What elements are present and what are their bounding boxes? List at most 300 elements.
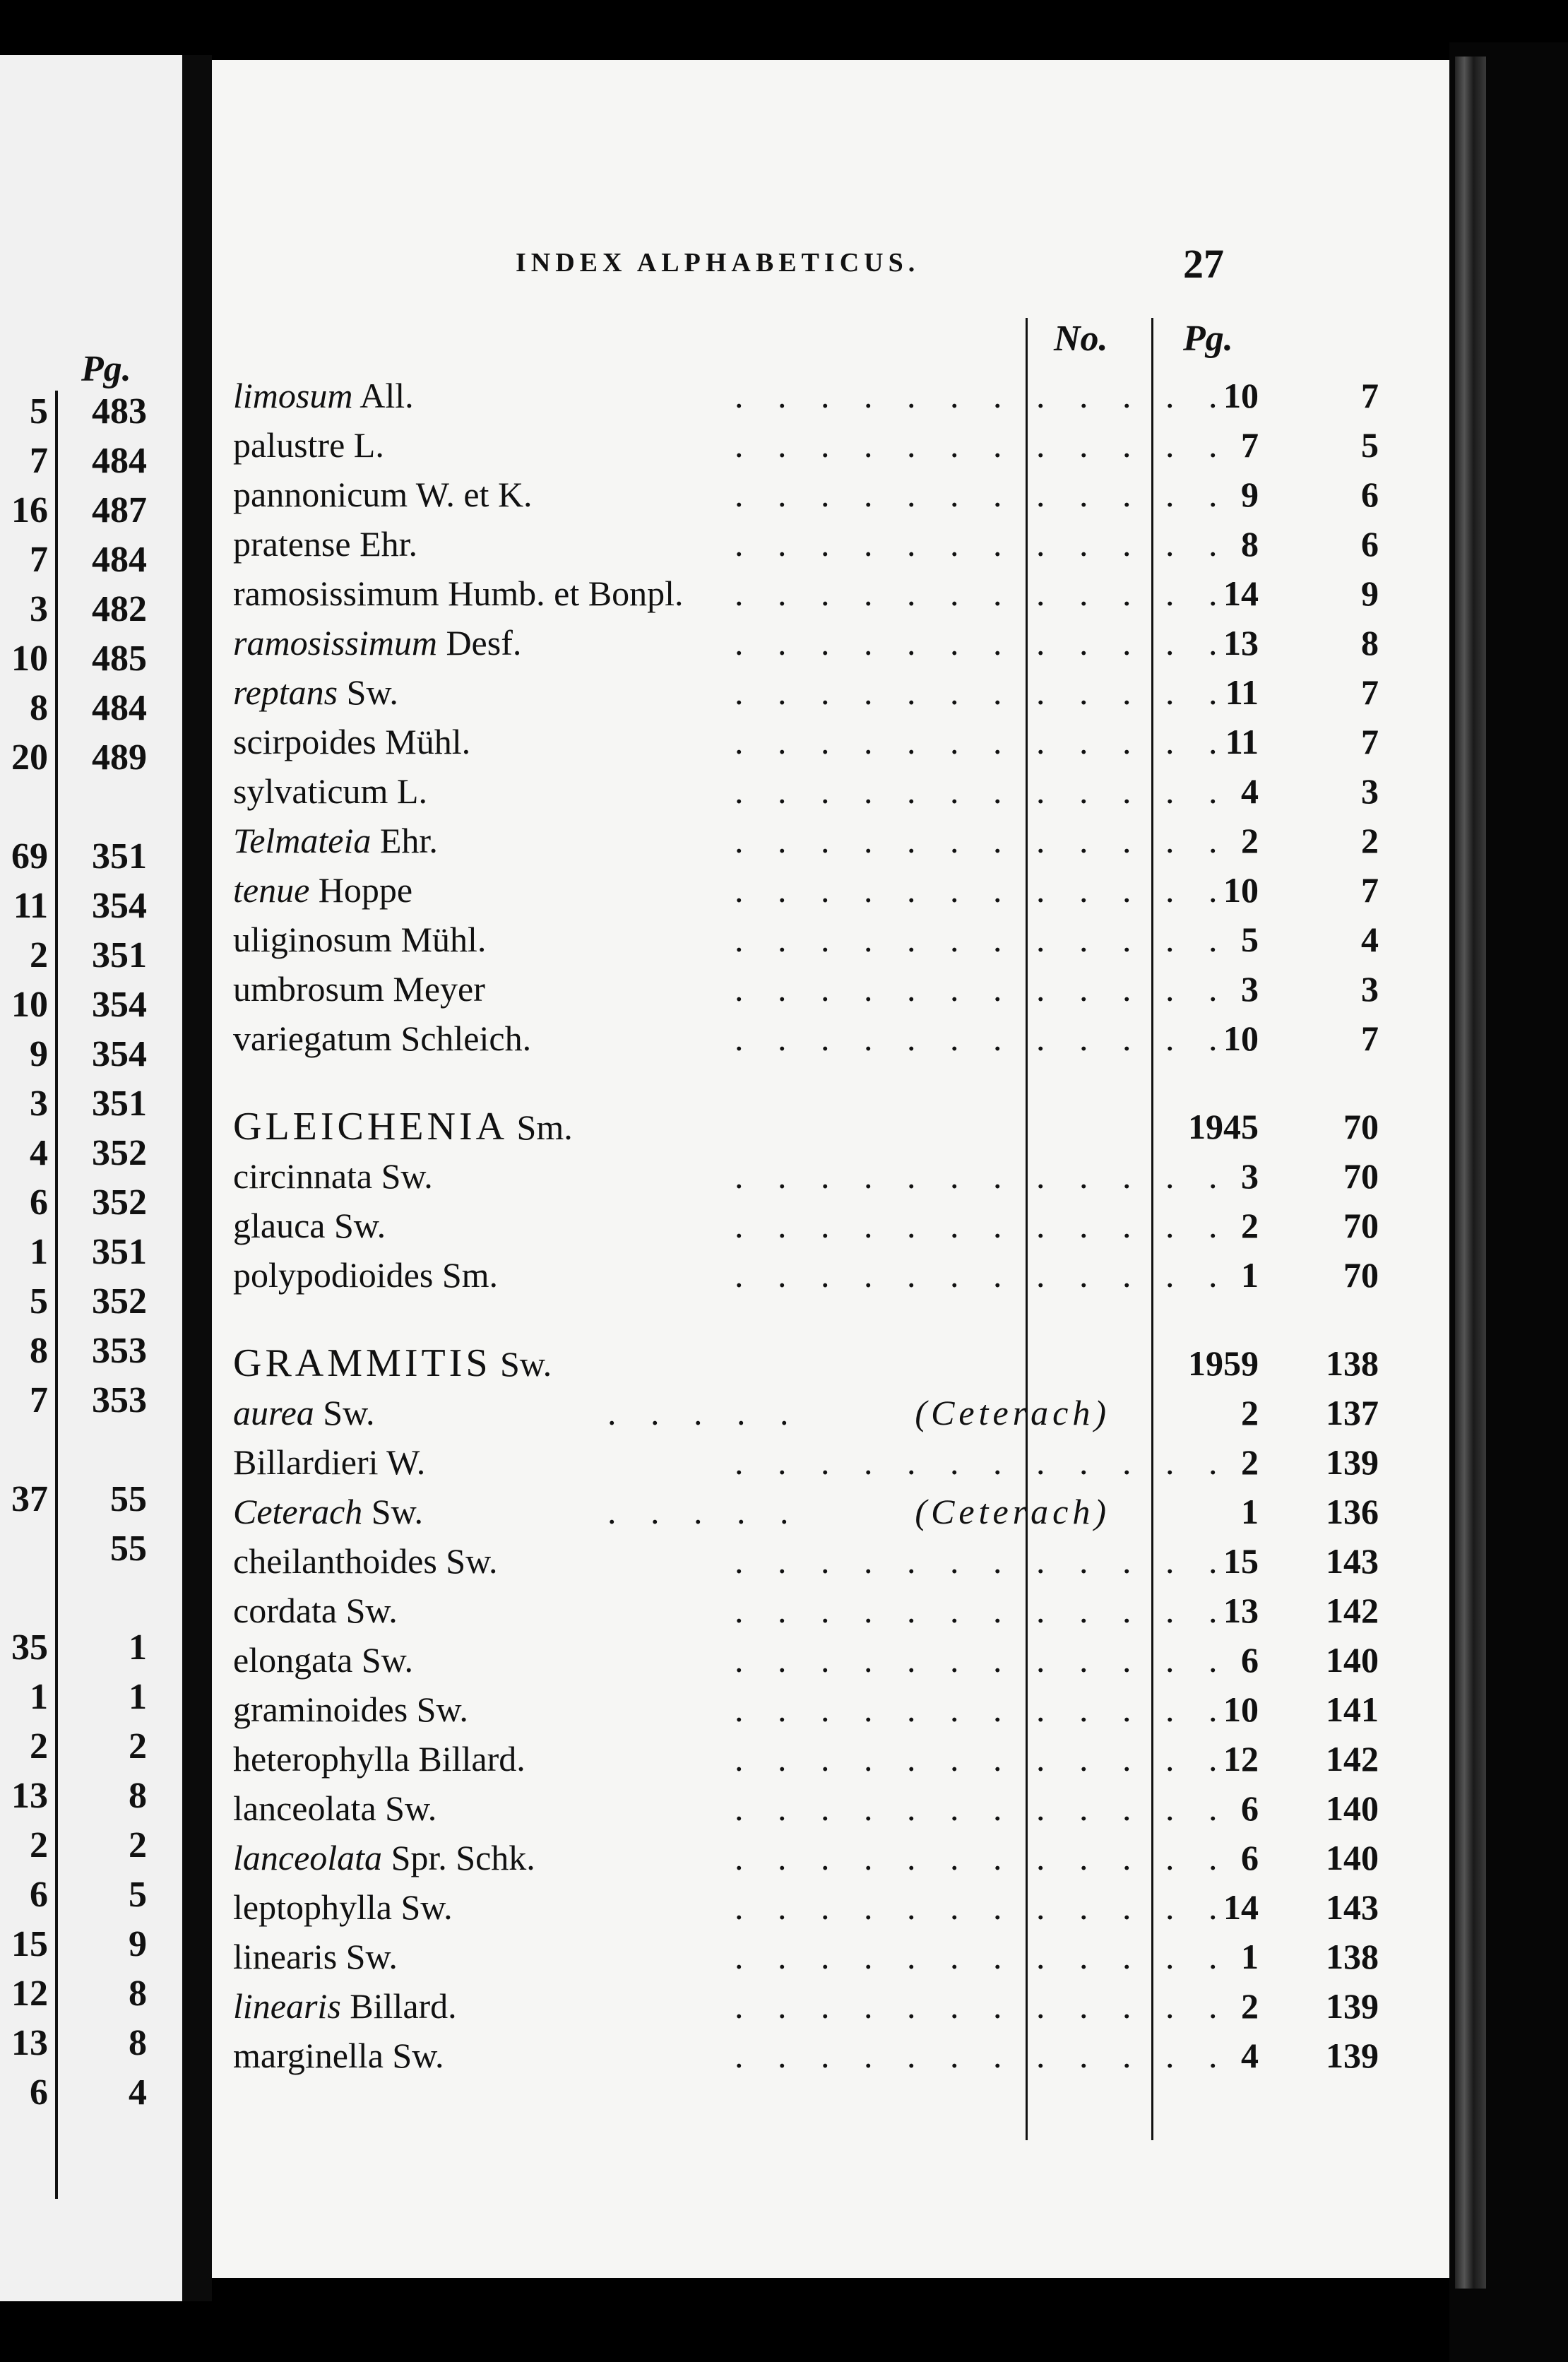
left-row-page: 482 [92,589,147,629]
species-text: lanceolata Sw. [233,1788,437,1828]
genus-name [233,1339,552,1389]
left-row-number: 9 [30,1034,48,1074]
species-entry [212,618,1449,667]
left-row [0,489,182,539]
species-text: variegatum Schleich. [233,1019,532,1058]
species-name [233,1250,498,1300]
species-name [233,371,414,420]
leader-dots: . . . . . . . . . . . . [735,1591,1230,1630]
species-text: Desf. [436,623,522,663]
leader-dots: . . . . . . . . . . . . [735,1937,1230,1976]
species-entry [212,569,1449,618]
entry-number: 3 [1241,969,1259,1009]
species-name [233,1734,525,1784]
entry-page: 8 [1361,623,1379,663]
species-name [233,618,521,667]
entry-page: 6 [1361,524,1379,564]
leader-dots: . . . . . . . . . . . . [735,475,1230,514]
species-name [233,1833,535,1882]
species-text: umbrosum Meyer [233,969,485,1009]
species-entry [212,1932,1449,1981]
species-epithet-italic: Telmateia [233,821,372,860]
species-name [233,865,412,915]
left-row-page: 353 [92,1331,147,1371]
species-entry [212,1250,1449,1300]
leader-dots: . . . . . . . . . . . . [735,870,1230,910]
left-row-page: 484 [92,688,147,728]
entry-page: 140 [1326,1838,1379,1877]
species-text: palustre L. [233,425,384,465]
entry-page: 7 [1361,376,1379,415]
species-text: Hoppe [309,870,413,910]
entry-page: 7 [1361,722,1379,761]
species-entry [212,1882,1449,1932]
left-row-page: 2 [129,1726,147,1767]
species-text: Ehr. [371,821,438,860]
species-name [233,1151,433,1201]
species-name [233,2031,444,2080]
left-row [0,2022,182,2072]
species-entry [212,1201,1449,1250]
left-row-number: 4 [30,1133,48,1173]
species-name [233,964,485,1014]
species-text: Spr. Schk. [382,1838,535,1877]
left-page-fragment [0,55,182,2301]
left-row [0,1281,182,1330]
pg-column-header: Pg. [1183,319,1233,359]
left-row-page: 484 [92,441,147,481]
entry-page: 140 [1326,1788,1379,1828]
left-row-number: 1 [30,1232,48,1272]
species-epithet-italic: ramosissimum [233,623,437,663]
left-row-page: 351 [92,1232,147,1272]
species-name [233,1536,497,1586]
genus-name [233,1102,573,1152]
left-row [0,885,182,934]
species-text: Sw. [314,1393,375,1432]
left-row [0,984,182,1033]
species-entry [212,865,1449,915]
left-row [0,1775,182,1824]
species-epithet-italic: tenue [233,870,310,910]
leader-dots: . . . . . . . . . . . . [735,1739,1230,1779]
left-row-number: 11 [13,886,48,926]
left-row-page: 484 [92,540,147,580]
running-header: INDEX ALPHABETICUS. [516,248,920,278]
left-row [0,737,182,786]
species-entry [212,1014,1449,1063]
left-row-page: 487 [92,490,147,530]
left-row-number: 10 [11,639,48,679]
species-text: elongata Sw. [233,1640,414,1680]
entry-number: 2 [1241,1442,1259,1482]
species-name [233,1437,425,1487]
left-row-page: 352 [92,1133,147,1173]
entry-page: 9 [1361,574,1379,613]
left-row-number: 5 [30,1281,48,1322]
species-entry [212,1388,1449,1437]
species-epithet-italic: Ceterach [233,1492,363,1531]
left-row-number: 7 [30,540,48,580]
species-text: ramosissimum Humb. et Bonpl. [233,574,684,613]
entry-page: 143 [1326,1887,1379,1927]
left-row [0,1379,182,1429]
left-row-page: 55 [110,1529,147,1569]
left-row-number: 16 [11,490,48,530]
species-text: Sw. [362,1492,423,1531]
entry-number: 4 [1241,771,1259,811]
entry-number: 1945 [1188,1107,1259,1146]
species-name [233,816,438,865]
entry-page: 138 [1326,1937,1379,1976]
species-text: cheilanthoides Sw. [233,1541,498,1581]
entry-number: 4 [1241,2036,1259,2075]
entry-number: 14 [1223,574,1259,613]
left-row-page: 483 [92,391,147,432]
species-name [233,519,417,569]
species-text: Billard. [340,1986,457,2026]
left-row-page: 351 [92,935,147,975]
left-row-number: 6 [30,1182,48,1223]
left-row [0,1676,182,1726]
left-row-page: 489 [92,737,147,778]
leader-dots: . . . . . . . . . . . . [735,1156,1230,1196]
left-row [0,1627,182,1676]
left-row [0,1429,182,1478]
left-row-page: 2 [129,1825,147,1865]
left-row-number: 13 [11,1776,48,1816]
leader-dots: . . . . . . . . . . . . [735,2036,1230,2075]
species-text: cordata Sw. [233,1591,398,1630]
leader-dots: . . . . . . . . . . . . [735,1541,1230,1581]
species-text: pannonicum W. et K. [233,475,533,514]
left-row [0,1033,182,1083]
entry-number: 1959 [1188,1343,1259,1383]
entry-number: 2 [1241,1986,1259,2026]
species-text: graminoides Sw. [233,1690,468,1729]
left-row [0,786,182,836]
entry-page: 6 [1361,475,1379,514]
species-text: polypodioides Sm. [233,1255,499,1295]
species-entry [212,1437,1449,1487]
right-page [212,60,1449,2278]
left-row [0,539,182,588]
species-entry [212,2031,1449,2080]
leader-dots: . . . . . . . . . . . . [735,969,1230,1009]
species-name [233,1201,386,1250]
leader-dots: . . . . . . . . . . . . [735,1442,1230,1482]
species-name [233,667,398,717]
left-row-number: 7 [30,441,48,481]
species-entry [212,1833,1449,1882]
entry-number: 10 [1223,1690,1259,1729]
leader-dots: . . . . . . . . . . . . [735,821,1230,860]
species-name [233,420,384,470]
entry-number: 6 [1241,1788,1259,1828]
species-name [233,1882,453,1932]
species-entry [212,1487,1449,1536]
leader-dots: . . . . . . . . . . . . [735,771,1230,811]
left-row [0,1824,182,1874]
species-entry [212,1784,1449,1833]
left-row-page: 5 [129,1875,147,1915]
species-entry [212,964,1449,1014]
species-name [233,1635,413,1685]
entry-number: 10 [1223,1019,1259,1058]
species-entry [212,519,1449,569]
left-row-number: 1 [30,1677,48,1717]
species-entry [212,470,1449,519]
species-entry [212,1635,1449,1685]
entry-page: 142 [1326,1591,1379,1630]
left-row-number: 8 [30,1331,48,1371]
left-row [0,440,182,489]
leader-dots: . . . . . . . . . . . . [735,1255,1230,1295]
genus-title: GLEICHENIA [233,1105,509,1149]
left-row [0,1132,182,1182]
species-name [233,1586,398,1635]
left-row-number: 2 [30,1726,48,1767]
left-row-number: 2 [30,1825,48,1865]
left-row-page: 1 [129,1677,147,1717]
left-row [0,588,182,638]
left-row-number: 6 [30,2072,48,2113]
entry-number: 14 [1223,1887,1259,1927]
leader-dots: . . . . . . . . . . . . [735,1838,1230,1877]
leader-dots: . . . . . . . . . . . . [735,425,1230,465]
left-row-number: 2 [30,935,48,975]
left-row-page: 1 [129,1627,147,1668]
entry-page: 3 [1361,771,1379,811]
genus-title: GRAMMITIS [233,1341,492,1385]
entry-number: 3 [1241,1156,1259,1196]
species-name [233,1014,531,1063]
species-text: glauca Sw. [233,1206,386,1245]
left-row-page: 351 [92,1084,147,1124]
species-name [233,1685,468,1734]
species-name [233,717,470,766]
genus-author: Sw. [491,1344,552,1384]
entry-number: 1 [1241,1255,1259,1295]
species-text: linearis Sw. [233,1937,398,1976]
entry-number: 6 [1241,1838,1259,1877]
left-row [0,2072,182,2121]
left-row-page: 351 [92,836,147,877]
leader-dots: . . . . . . . . . . . . [735,920,1230,959]
genus-author: Sm. [508,1108,573,1147]
species-name [233,1487,423,1536]
leader-dots: . . . . . . . . . . . . [735,1206,1230,1245]
left-row-number: 15 [11,1924,48,1964]
leader-dots: . . . . . [607,1393,802,1432]
genus-heading [212,1102,1449,1151]
species-text: circinnata Sw. [233,1156,433,1196]
species-name [233,1932,398,1981]
left-row-page: 485 [92,639,147,679]
leader-dots: . . . . . . . . . . . . [735,1887,1230,1927]
entry-number: 7 [1241,425,1259,465]
entry-number: 2 [1241,821,1259,860]
left-row-number: 7 [30,1380,48,1420]
leader-dots: . . . . . . . . . . . . [735,1788,1230,1828]
left-row [0,1330,182,1379]
left-row-page: 9 [129,1924,147,1964]
leader-dots: . . . . . . . . . . . . [735,1690,1230,1729]
entry-page: 5 [1361,425,1379,465]
entry-page: 70 [1343,1206,1379,1245]
species-epithet-italic: lanceolata [233,1838,383,1877]
leader-dots: . . . . . . . . . . . . [735,376,1230,415]
species-entry [212,667,1449,717]
left-row-number: 69 [11,836,48,877]
entry-page: 140 [1326,1640,1379,1680]
leader-dots: . . . . . [607,1492,802,1531]
leader-dots: . . . . . . . . . . . . [735,1019,1230,1058]
entry-number: 6 [1241,1640,1259,1680]
left-row-number: 6 [30,1875,48,1915]
left-row-page: 8 [129,1974,147,2014]
entry-number: 12 [1223,1739,1259,1779]
entry-number: 8 [1241,524,1259,564]
species-entry [212,1734,1449,1784]
left-row-page: 352 [92,1182,147,1223]
entry-page: 7 [1361,1019,1379,1058]
page-number: 27 [1183,241,1224,287]
species-name [233,915,486,964]
species-text: Sw. [338,672,398,712]
entry-number: 10 [1223,376,1259,415]
left-row-number: 20 [11,737,48,778]
entry-number: 1 [1241,1492,1259,1531]
entry-page: 3 [1361,969,1379,1009]
left-row [0,1874,182,1923]
left-row [0,1083,182,1132]
left-row [0,1231,182,1281]
left-row [0,1478,182,1528]
left-row [0,934,182,984]
left-row-number: 8 [30,688,48,728]
entry-number: 13 [1223,623,1259,663]
species-text: Billardieri W. [233,1442,426,1482]
left-row [0,687,182,737]
species-name [233,1784,436,1833]
entry-page: 141 [1326,1690,1379,1729]
left-row-number: 37 [11,1479,48,1519]
leader-dots: . . . . . . . . . . . . [735,524,1230,564]
species-text: All. [352,376,414,415]
entry-number: 2 [1241,1206,1259,1245]
species-name [233,569,684,618]
left-row-page: 8 [129,1776,147,1816]
entry-page: 139 [1326,1442,1379,1482]
leader-dots: . . . . . . . . . . . . [735,722,1230,761]
species-epithet-italic: reptans [233,672,338,712]
leader-dots: . . . . . . . . . . . . [735,623,1230,663]
species-epithet-italic: aurea [233,1393,314,1432]
entry-page: 139 [1326,1986,1379,2026]
species-entry [212,371,1449,420]
entry-number: 1 [1241,1937,1259,1976]
left-row [0,836,182,885]
left-row-page: 8 [129,2023,147,2063]
species-text: pratense Ehr. [233,524,418,564]
left-row-number: 3 [30,589,48,629]
entry-page: 142 [1326,1739,1379,1779]
left-row-number: 5 [30,391,48,432]
left-row-number: 3 [30,1084,48,1124]
left-row-page: 352 [92,1281,147,1322]
species-entry [212,915,1449,964]
leader-dots: . . . . . . . . . . . . [735,1986,1230,2026]
no-column-header: No. [1054,319,1108,359]
entry-number: 2 [1241,1393,1259,1432]
left-row [0,1726,182,1775]
left-row-page: 353 [92,1380,147,1420]
left-pg-column-header: Pg. [81,349,131,389]
entry-page: 7 [1361,672,1379,712]
left-row-number: 10 [11,985,48,1025]
left-row-number: 12 [11,1974,48,2014]
entry-number: 13 [1223,1591,1259,1630]
left-row-page: 354 [92,1034,147,1074]
entry-note: (Ceterach) [915,1393,1110,1432]
species-entry [212,1685,1449,1734]
species-entry [212,766,1449,816]
entry-page: 7 [1361,870,1379,910]
species-entry [212,1536,1449,1586]
entry-page: 139 [1326,2036,1379,2075]
species-name [233,470,533,519]
left-row [0,1577,182,1627]
species-entry [212,1586,1449,1635]
species-text: uliginosum Mühl. [233,920,487,959]
entry-page: 70 [1343,1255,1379,1295]
species-text: scirpoides Mühl. [233,722,471,761]
leader-dots: . . . . . . . . . . . . [735,1640,1230,1680]
entry-page: 143 [1326,1541,1379,1581]
left-row-number: 35 [11,1627,48,1668]
species-text: heterophylla Billard. [233,1739,525,1779]
left-row-page: 354 [92,985,147,1025]
species-name [233,766,427,816]
genus-heading [212,1339,1449,1388]
left-row [0,1923,182,1973]
left-row [0,1973,182,2022]
species-name [233,1981,457,2031]
species-epithet-italic: linearis [233,1986,341,2026]
species-entry [212,1981,1449,2031]
species-entry [212,717,1449,766]
leader-dots: . . . . . . . . . . . . [735,574,1230,613]
species-entry [212,816,1449,865]
species-text: sylvaticum L. [233,771,427,811]
left-row-page: 55 [110,1479,147,1519]
entry-page: 2 [1361,821,1379,860]
entry-number: 11 [1225,672,1259,712]
species-text: marginella Sw. [233,2036,444,2075]
entry-page: 70 [1343,1156,1379,1196]
entry-page: 4 [1361,920,1379,959]
left-row [0,1182,182,1231]
entry-page: 138 [1326,1343,1379,1383]
leader-dots: . . . . . . . . . . . . [735,672,1230,712]
entry-page: 70 [1343,1107,1379,1146]
entry-number: 11 [1225,722,1259,761]
entry-page: 136 [1326,1492,1379,1531]
entry-number: 5 [1241,920,1259,959]
left-row-page: 354 [92,886,147,926]
species-entry [212,1151,1449,1201]
